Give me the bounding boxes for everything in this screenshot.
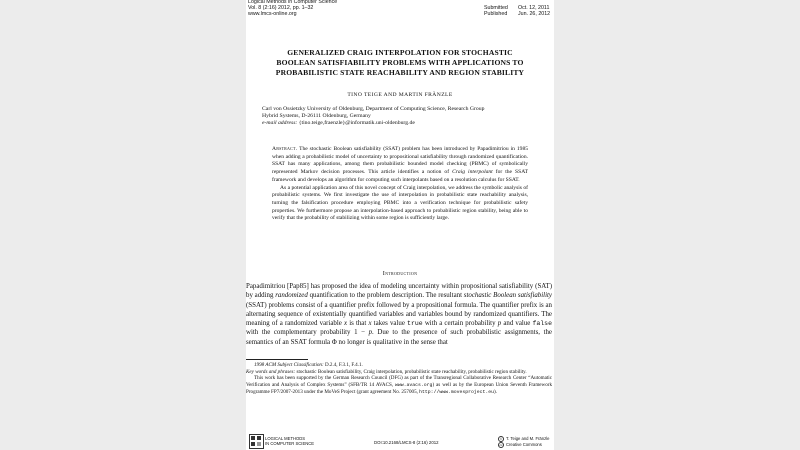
intro-text: (SSAT) problems consist of a quantifier prefix followed by a propositional formula. The quantifier prefix is an alternating sequence of existentially quantified variables and variables bound by randomized quantifiers. The meaning of a randomized variable <box>246 301 552 328</box>
funding-text: ) as well as by the European Union Seventh Framework Programme FP7/2007-2013 under the MoVeS Project (grant agreement No. 257005, <box>246 381 553 396</box>
acm-label: 1998 ACM Subject Classification: <box>254 362 324 368</box>
keywords-label: Key words and phrases: <box>246 368 296 375</box>
section-heading: Introduction <box>382 270 418 277</box>
affiliation-line: Hybrid Systems, D-26111 Oldenburg, Germany <box>262 113 371 120</box>
submitted-label: Submitted <box>484 5 508 11</box>
abstract <box>272 146 528 223</box>
authors: TINO TEIGE AND MARTIN FRÄNZLE <box>347 92 453 98</box>
copyright-icon: © <box>499 437 503 441</box>
abstract-paragraph: As a potential application area of this novel concept of Craig interpolation, we address the symbolic analysis of probabilistic systems. We first investigate the use of interpolation in probabilistic state reachability analysis, turning the falsification procedure employing PBMC into a verification technique for probabilistic safety properties. We furthermore propose an interpolation-based approach to probabilistic region stability, being able to verify that the probability of stabilizing within some region is sufficiently large. <box>272 184 528 222</box>
footnote-rule <box>246 359 308 360</box>
funding-text: This work has been supported by the German Research Council (DFG) as part of the Transregional Collaborative Research Center “Automatic Verification and Analysis of Complex Systems” (SFB/TR 14 AVACS, <box>246 375 552 388</box>
lmcs-line: IN COMPUTER SCIENCE <box>265 441 315 446</box>
intro-text: is that <box>349 320 367 328</box>
funding-link[interactable]: www.avacs.org <box>395 382 433 388</box>
abstract-emphasis: Craig interpolant <box>452 169 493 176</box>
math-var: x <box>343 320 348 328</box>
journal-volume: Vol. 8 (2:16) 2012, pp. 1–32 <box>248 5 314 11</box>
code-keyword: true <box>407 320 423 328</box>
license-block <box>498 436 549 448</box>
intro-emphasis: randomized <box>275 292 308 300</box>
intro-emphasis: stochastic Boolean satisfiability <box>463 292 552 300</box>
title-line: BOOLEAN SATISFIABILITY PROBLEMS WITH APPLICATIONS TO <box>276 58 524 67</box>
affiliation-line: Carl von Ossietzky University of Oldenburg, Department of Computing Science, Research Group <box>262 106 485 112</box>
license-name[interactable]: Creative Commons <box>506 442 542 448</box>
doi[interactable]: DOI:10.2168/LMCS-8 (2:16) 2012 <box>374 440 439 445</box>
dates-block <box>484 5 550 17</box>
journal-name: Logical Methods in Computer Science <box>248 0 338 5</box>
intro-text: with a certain probability <box>424 320 496 328</box>
paper-page <box>246 0 554 450</box>
submitted-date: Oct. 12, 2011 <box>518 5 550 11</box>
lmcs-wordmark <box>265 436 314 446</box>
math-var: p <box>368 329 373 337</box>
math-var: p <box>497 320 502 328</box>
intro-paragraph <box>246 282 552 347</box>
journal-website: www.lmcs-online.org <box>248 11 297 17</box>
funding-text: ). <box>494 389 497 396</box>
lmcs-logo-icon <box>249 434 264 449</box>
intro-text: Papadimitriou [Pap85] has proposed the idea of modeling uncertainty within propositional satisfiability (SAT) by adding <box>246 283 552 300</box>
affiliation <box>262 106 484 128</box>
funding-link[interactable]: http://www.movesproject.eu <box>419 390 495 396</box>
abstract-text: for the SSAT framework and develops an algorithm for computing such interpolants based on a resolution calculus for SSAT. <box>272 169 529 183</box>
acm-classes: D.2.4, F.3.1, F.4.1. <box>324 362 363 368</box>
intro-text: and value <box>503 320 531 328</box>
keywords: stochastic Boolean satisfiability, Craig interpolation, probabilistic state reachability, probabilistic region stability. <box>296 368 527 375</box>
abstract-label: Abstract. <box>272 146 298 152</box>
email-address[interactable]: {tino.teige,fraenzle}@informatik.uni-oldenburg.de <box>298 120 415 127</box>
math-var: x <box>368 320 372 328</box>
paper-title <box>246 48 554 78</box>
intro-text: takes value <box>373 320 405 328</box>
lmcs-line: LOGICAL METHODS <box>265 436 306 441</box>
intro-text: with the complementary probability 1 − <box>246 329 365 337</box>
published-date: Jun. 26, 2012 <box>518 11 551 17</box>
published-label: Published <box>484 11 508 17</box>
email-label: e-mail address: <box>262 120 298 127</box>
code-keyword: false <box>532 320 552 328</box>
copyright-holders: T. Teige and M. Fränzle <box>506 436 550 442</box>
intro-text: quantification to the problem description. The resultant <box>309 292 462 300</box>
footnotes <box>246 362 552 397</box>
journal-header <box>248 0 337 17</box>
intro-text: . Due to the presence of such probabilistic assignments, the semantics of an SSAT formula Φ no longer is qualitative in the sense that <box>246 329 552 346</box>
abstract-text: The stochastic Boolean satisfiability (SSAT) problem has been introduced by Papadimitriou in 1985 when adding a probabilistic model of uncertainty to propositional satisfiability through randomized quantification. SSAT has many applications, among them probabilistic bounded model checking (PBMC) of symbolically represented Markov decision processes. This article identifies a notion of <box>272 146 528 176</box>
creative-commons-icon: cc <box>499 443 503 447</box>
title-line: PROBABILISTIC STATE REACHABILITY AND REGION STABILITY <box>275 68 525 77</box>
title-line: GENERALIZED CRAIG INTERPOLATION FOR STOCHASTIC <box>287 48 513 57</box>
